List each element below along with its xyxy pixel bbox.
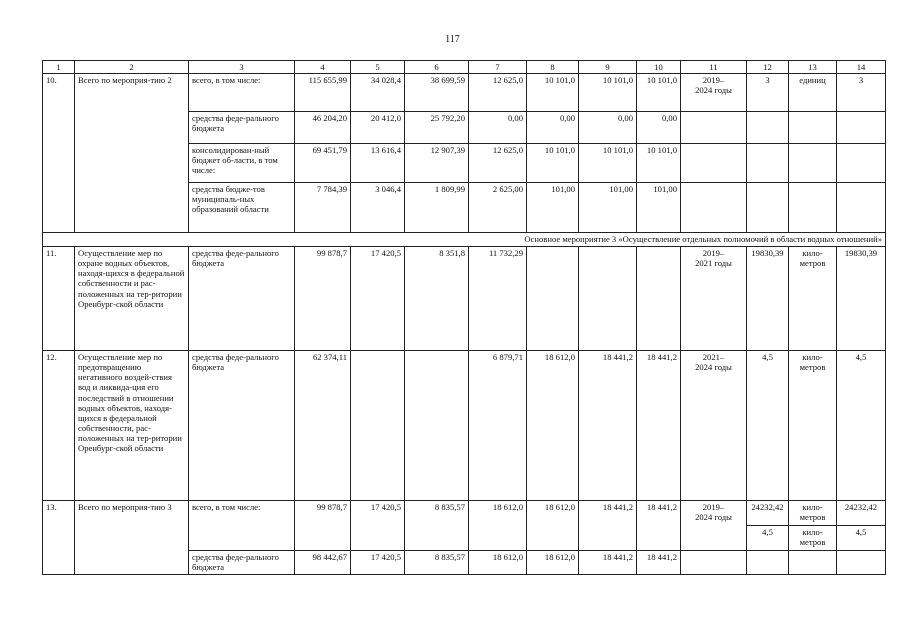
- indicator-value: 24232,42: [837, 501, 886, 526]
- cell-value: 1 809,99: [405, 183, 469, 233]
- unit-cell: кило- метров: [789, 501, 837, 526]
- row-number: 13.: [43, 501, 75, 575]
- funding-source: средства феде-рального бюджета: [189, 247, 295, 351]
- cell-value: 18 441,2: [637, 551, 681, 575]
- cell-value: 10 101,0: [637, 144, 681, 183]
- indicator-value: 4,5: [837, 351, 886, 501]
- measure-name: Всего по мероприя-тию 2: [75, 74, 189, 233]
- cell-value: 18 612,0: [527, 551, 579, 575]
- indicator-value: 4,5: [747, 351, 789, 501]
- cell-value: 18 441,2: [579, 551, 637, 575]
- row-number: 12.: [43, 351, 75, 501]
- col-header: 3: [189, 61, 295, 74]
- unit-cell: кило- метров: [789, 247, 837, 351]
- table-row: [43, 74, 886, 112]
- cell-value: 10 101,0: [637, 74, 681, 112]
- table-row: [43, 247, 886, 351]
- cell-value: 13 616,4: [351, 144, 405, 183]
- cell-value: 46 204,20: [295, 112, 351, 144]
- funding-source: средства феде-рального бюджета: [189, 551, 295, 575]
- cell-value: 8 835,57: [405, 551, 469, 575]
- cell-value: 99 878,7: [295, 247, 351, 351]
- table-row: [43, 501, 886, 526]
- measure-name: Осуществление мер по охране водных объектов, находя-щихся в федеральной собственности и рас-положенных на тер-ритории Оренбург-ской области: [75, 247, 189, 351]
- cell-value: 17 420,5: [351, 501, 405, 551]
- cell-value: 115 655,99: [295, 74, 351, 112]
- funding-source: всего, в том числе:: [189, 74, 295, 112]
- col-header: 6: [405, 61, 469, 74]
- indicator-value: 4,5: [837, 526, 886, 551]
- unit-cell: единиц: [789, 74, 837, 112]
- cell-value: 18 441,2: [579, 351, 637, 501]
- cell-value: 38 699,59: [405, 74, 469, 112]
- cell-value: 12 625,0: [469, 74, 527, 112]
- cell-value: 0,00: [469, 112, 527, 144]
- cell-value: 62 374,11: [295, 351, 351, 501]
- period-cell: 2019– 2021 годы: [681, 247, 747, 351]
- cell-value: 10 101,0: [527, 74, 579, 112]
- col-header: 1: [43, 61, 75, 74]
- col-header: 12: [747, 61, 789, 74]
- col-header: 2: [75, 61, 189, 74]
- cell-value: 0,00: [579, 112, 637, 144]
- cell-value: 3 046,4: [351, 183, 405, 233]
- col-header: 5: [351, 61, 405, 74]
- col-header: 10: [637, 61, 681, 74]
- indicator-value: 24232,42: [747, 501, 789, 526]
- indicator-value: 4,5: [747, 526, 789, 551]
- column-number-row: [43, 61, 886, 74]
- col-header: 14: [837, 61, 886, 74]
- cell-value: 17 420,5: [351, 551, 405, 575]
- indicator-value: 3: [837, 74, 886, 112]
- unit-cell: кило- метров: [789, 526, 837, 551]
- col-header: 4: [295, 61, 351, 74]
- row-number: 10.: [43, 74, 75, 233]
- cell-value: 10 101,0: [579, 144, 637, 183]
- cell-value: 7 784,39: [295, 183, 351, 233]
- indicator-value: 3: [747, 74, 789, 112]
- cell-value: 10 101,0: [579, 74, 637, 112]
- period-cell: 2019– 2024 годы: [681, 501, 747, 551]
- cell-value: 17 420,5: [351, 247, 405, 351]
- cell-value: 98 442,67: [295, 551, 351, 575]
- period-cell: 2019– 2024 годы: [681, 74, 747, 112]
- cell-value: 101,00: [637, 183, 681, 233]
- funding-source: средства бюдже-тов муниципаль-ных образований области: [189, 183, 295, 233]
- period-cell: 2021– 2024 годы: [681, 351, 747, 501]
- row-number: 11.: [43, 247, 75, 351]
- section-header-row: [43, 233, 886, 247]
- section-title: Основное мероприятие 3 «Осуществление отдельных полномочий в области водных отношений»: [43, 233, 886, 247]
- cell-value: 34 028,4: [351, 74, 405, 112]
- col-header: 7: [469, 61, 527, 74]
- funding-source: всего, в том числе:: [189, 501, 295, 551]
- cell-value: 0,00: [637, 112, 681, 144]
- table-row: [43, 351, 886, 501]
- indicator-value: 19830,39: [837, 247, 886, 351]
- funding-source: средства феде-рального бюджета: [189, 112, 295, 144]
- cell-value: 6 879,71: [469, 351, 527, 501]
- cell-value: 18 612,0: [527, 501, 579, 551]
- cell-value: 18 441,2: [637, 351, 681, 501]
- cell-value: 25 792,20: [405, 112, 469, 144]
- cell-value: 8 351,8: [405, 247, 469, 351]
- col-header: 11: [681, 61, 747, 74]
- cell-value: 10 101,0: [527, 144, 579, 183]
- col-header: 8: [527, 61, 579, 74]
- cell-value: 69 451,79: [295, 144, 351, 183]
- cell-value: 2 625,00: [469, 183, 527, 233]
- budget-table: [42, 60, 886, 575]
- cell-value: 20 412,0: [351, 112, 405, 144]
- cell-value: 12 625,0: [469, 144, 527, 183]
- cell-value: 18 612,0: [469, 551, 527, 575]
- cell-value: 12 907,39: [405, 144, 469, 183]
- indicator-value: 19830,39: [747, 247, 789, 351]
- cell-value: 99 878,7: [295, 501, 351, 551]
- measure-name: Осуществление мер по предотвращению негативного воздей-ствия вод и ликвида-ция его последствий в отношении водных объектов, находя-щихся в федеральной собственности, рас-положенных на тер-ритории Оренбург-ской области: [75, 351, 189, 501]
- cell-value: 18 612,0: [527, 351, 579, 501]
- cell-value: 18 441,2: [637, 501, 681, 551]
- cell-value: 18 612,0: [469, 501, 527, 551]
- cell-value: 101,00: [579, 183, 637, 233]
- funding-source: средства феде-рального бюджета: [189, 351, 295, 501]
- page-number: 117: [445, 34, 460, 45]
- funding-source: консолидирован-ный бюджет об-ласти, в том числе:: [189, 144, 295, 183]
- unit-cell: кило- метров: [789, 351, 837, 501]
- cell-value: 0,00: [527, 112, 579, 144]
- col-header: 9: [579, 61, 637, 74]
- cell-value: 18 441,2: [579, 501, 637, 551]
- measure-name: Всего по мероприя-тию 3: [75, 501, 189, 575]
- cell-value: 101,00: [527, 183, 579, 233]
- cell-value: 11 732,29: [469, 247, 527, 351]
- col-header: 13: [789, 61, 837, 74]
- cell-value: 8 835,57: [405, 501, 469, 551]
